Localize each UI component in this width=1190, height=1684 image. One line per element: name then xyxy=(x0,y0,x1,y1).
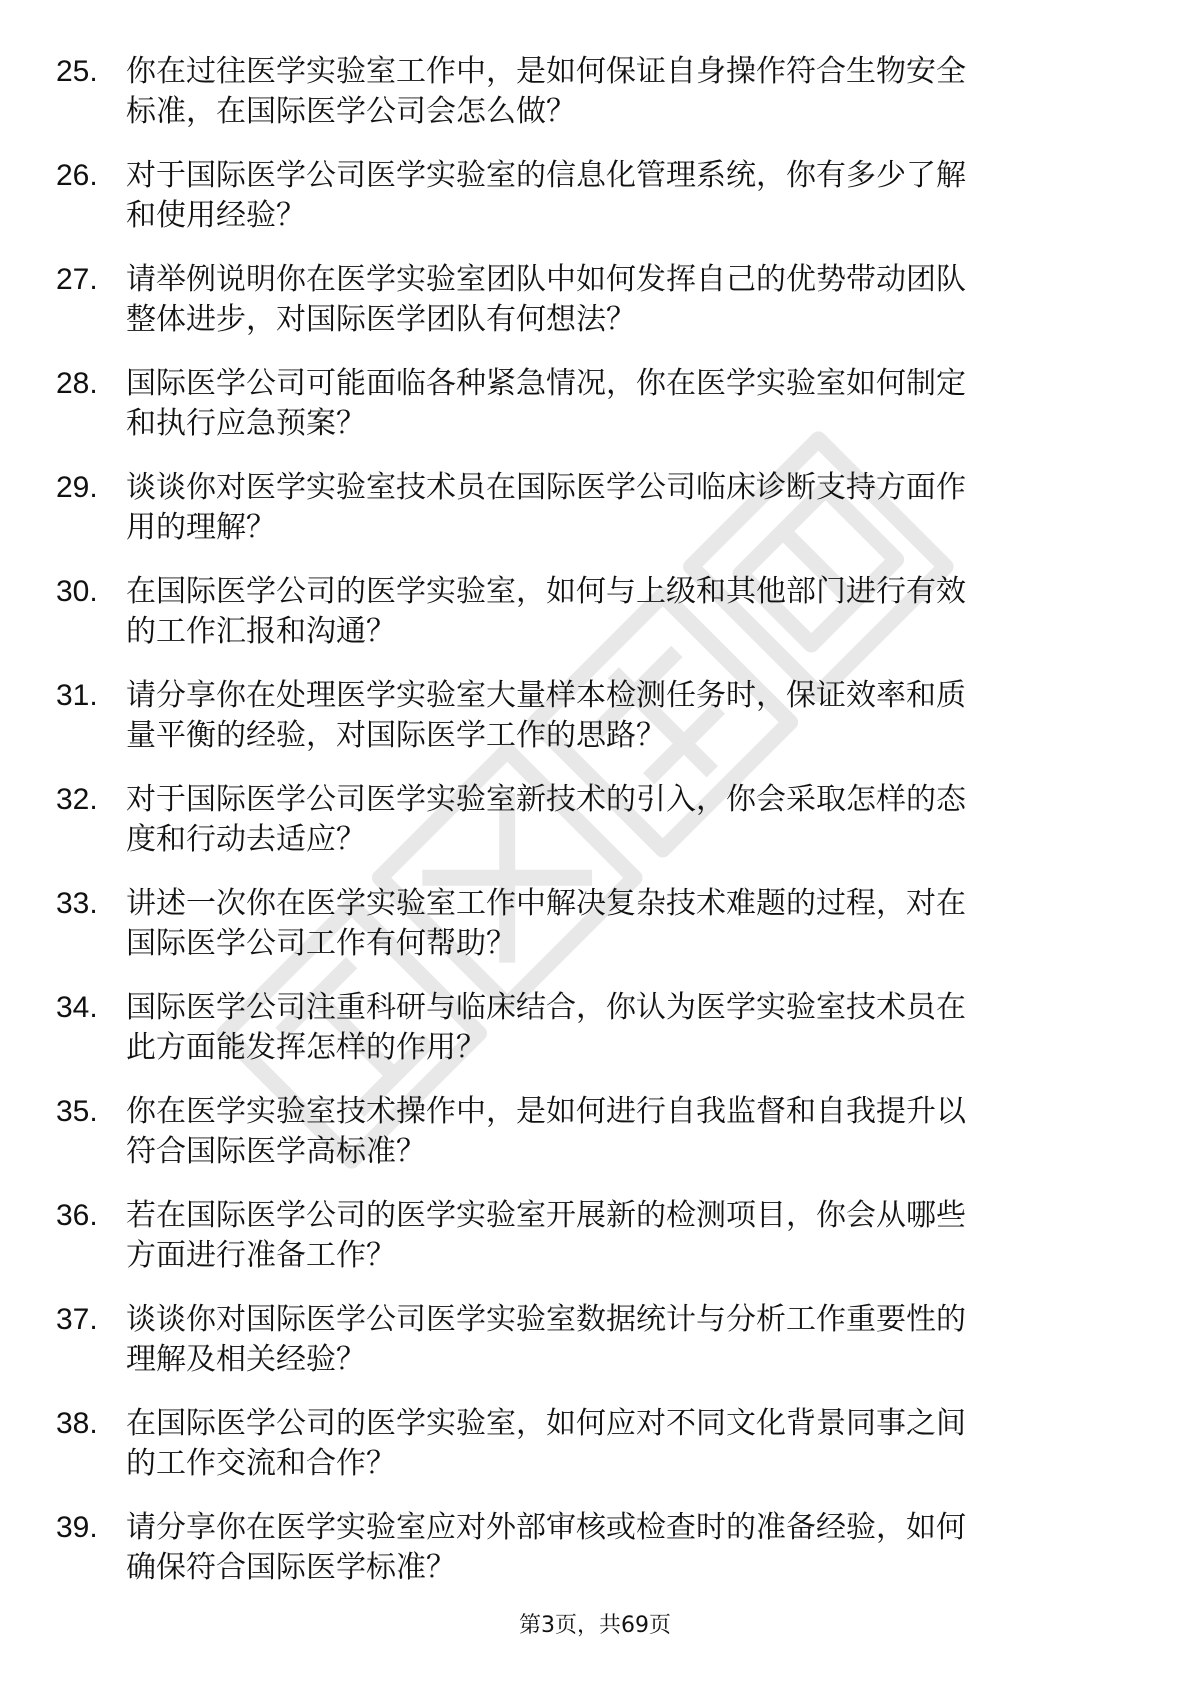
question-item xyxy=(0,884,1190,988)
question-text-line: 确保符合国际医学标准？ xyxy=(126,1550,456,1585)
question-text-line: 请举例说明你在医学实验室团队中如何发挥自己的优势带动团队 xyxy=(126,262,966,297)
question-number: 33. xyxy=(56,887,98,920)
question-item xyxy=(0,676,1190,780)
question-list xyxy=(0,52,1190,1612)
question-text-line: 国际医学公司注重科研与临床结合，你认为医学实验室技术员在 xyxy=(126,990,966,1025)
question-number: 28. xyxy=(56,367,98,400)
question-item xyxy=(0,1092,1190,1196)
question-text-line: 理解及相关经验？ xyxy=(126,1342,366,1377)
question-number: 32. xyxy=(56,783,98,816)
question-text-line: 和执行应急预案？ xyxy=(126,406,366,441)
question-text-line: 若在国际医学公司的医学实验室开展新的检测项目，你会从哪些 xyxy=(126,1198,966,1233)
question-text-line: 国际医学公司工作有何帮助？ xyxy=(126,926,516,961)
question-text-line: 方面进行准备工作？ xyxy=(126,1238,396,1273)
question-number: 29. xyxy=(56,471,98,504)
question-text-line: 对于国际医学公司医学实验室新技术的引入，你会采取怎样的态 xyxy=(126,782,966,817)
question-number: 27. xyxy=(56,263,98,296)
question-text-line: 度和行动去适应？ xyxy=(126,822,366,857)
question-item xyxy=(0,260,1190,364)
question-text-line: 你在过往医学实验室工作中，是如何保证自身操作符合生物安全 xyxy=(126,54,966,89)
question-item xyxy=(0,1300,1190,1404)
question-item xyxy=(0,1508,1190,1612)
question-text-line: 的工作汇报和沟通？ xyxy=(126,614,396,649)
question-item xyxy=(0,52,1190,156)
question-text-line: 请分享你在处理医学实验室大量样本检测任务时，保证效率和质 xyxy=(126,678,966,713)
question-number: 26. xyxy=(56,159,98,192)
question-text-line: 整体进步，对国际医学团队有何想法？ xyxy=(126,302,636,337)
question-number: 38. xyxy=(56,1407,98,1440)
question-item xyxy=(0,780,1190,884)
question-text-line: 谈谈你对医学实验室技术员在国际医学公司临床诊断支持方面作 xyxy=(126,470,966,505)
question-item xyxy=(0,1404,1190,1508)
question-text-line: 谈谈你对国际医学公司医学实验室数据统计与分析工作重要性的 xyxy=(126,1302,966,1337)
question-number: 39. xyxy=(56,1511,98,1544)
question-item xyxy=(0,468,1190,572)
question-number: 31. xyxy=(56,679,98,712)
page-number: 第3页，共69页 xyxy=(519,1613,671,1638)
question-text-line: 你在医学实验室技术操作中，是如何进行自我监督和自我提升以 xyxy=(126,1094,966,1129)
question-text-line: 讲述一次你在医学实验室工作中解决复杂技术难题的过程，对在 xyxy=(126,886,966,921)
question-number: 25. xyxy=(56,55,98,88)
question-text-line: 此方面能发挥怎样的作用？ xyxy=(126,1030,486,1065)
question-number: 35. xyxy=(56,1095,98,1128)
question-item xyxy=(0,156,1190,260)
question-text-line: 在国际医学公司的医学实验室，如何应对不同文化背景同事之间 xyxy=(126,1406,966,1441)
question-number: 30. xyxy=(56,575,98,608)
question-text-line: 的工作交流和合作？ xyxy=(126,1446,396,1481)
question-number: 34. xyxy=(56,991,98,1024)
question-text-line: 请分享你在医学实验室应对外部审核或检查时的准备经验，如何 xyxy=(126,1510,966,1545)
question-item xyxy=(0,364,1190,468)
question-number: 37. xyxy=(56,1303,98,1336)
question-text-line: 国际医学公司可能面临各种紧急情况，你在医学实验室如何制定 xyxy=(126,366,966,401)
question-text-line: 在国际医学公司的医学实验室，如何与上级和其他部门进行有效 xyxy=(126,574,966,609)
question-item xyxy=(0,1196,1190,1300)
question-text-line: 用的理解？ xyxy=(126,510,276,545)
question-item xyxy=(0,572,1190,676)
question-text-line: 量平衡的经验，对国际医学工作的思路？ xyxy=(126,718,666,753)
question-text-line: 符合国际医学高标准？ xyxy=(126,1134,426,1169)
question-text-line: 对于国际医学公司医学实验室的信息化管理系统，你有多少了解 xyxy=(126,158,966,193)
question-number: 36. xyxy=(56,1199,98,1232)
question-item xyxy=(0,988,1190,1092)
question-text-line: 和使用经验？ xyxy=(126,198,306,233)
question-text-line: 标准，在国际医学公司会怎么做？ xyxy=(126,94,576,129)
